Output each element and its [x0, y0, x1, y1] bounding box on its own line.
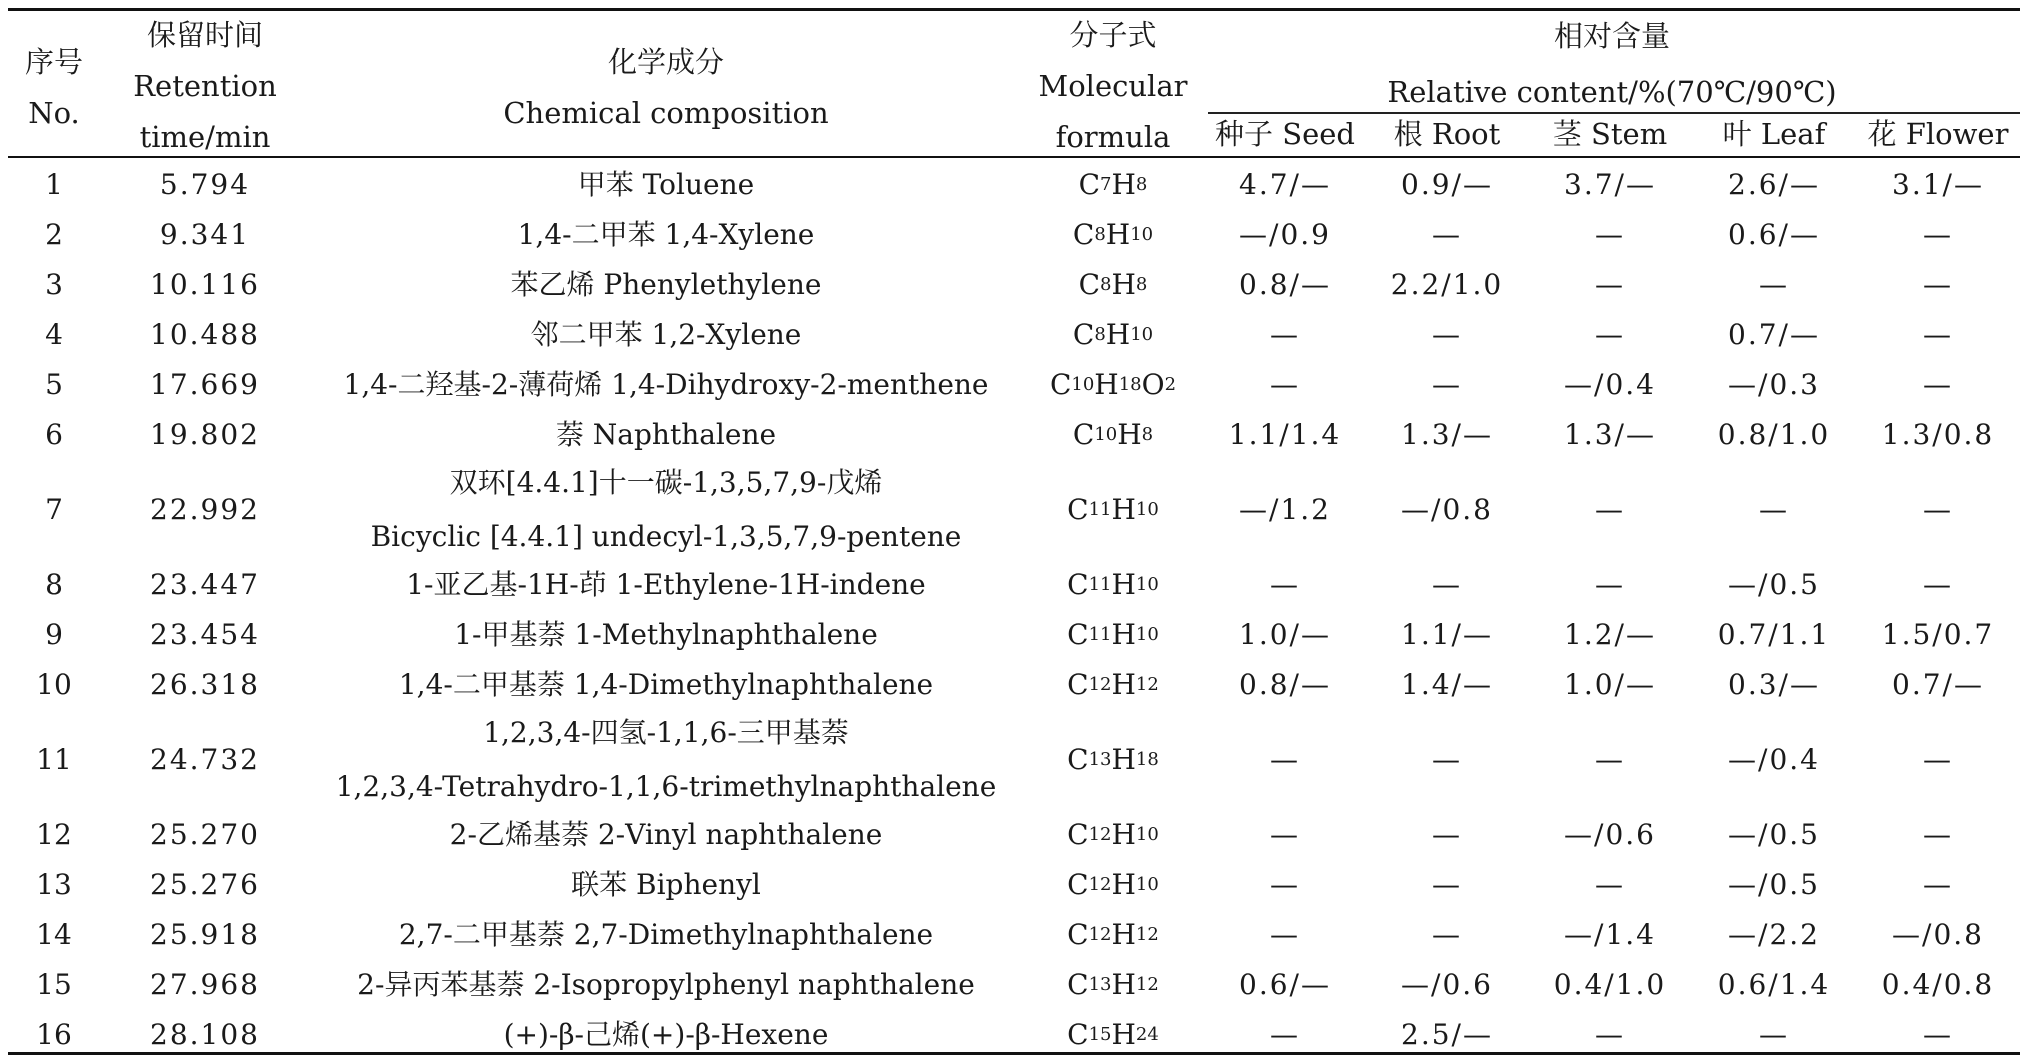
- row-retention: 23.447: [150, 568, 260, 601]
- row-composition: [310, 710, 1022, 810]
- header-no-en: No.: [28, 96, 80, 130]
- row-value-part-flower: —: [1923, 493, 1953, 526]
- composition-line: 2,7-二甲基萘 2,7-Dimethylnaphthalene: [398, 918, 934, 951]
- header-part-flower: 花 Flower: [1867, 116, 2009, 151]
- row-value-part-leaf: —: [1759, 268, 1789, 301]
- row-no: 5: [45, 368, 63, 401]
- header-no-zh: 序号: [24, 45, 83, 79]
- row-value-part-leaf: —: [1759, 493, 1789, 526]
- row-formula: C 11 H 10: [1067, 493, 1159, 526]
- row-value-part-leaf: 0.6/—: [1728, 218, 1820, 251]
- row-retention: 26.318: [150, 668, 260, 701]
- row-formula: C 13 H 12: [1067, 968, 1159, 1001]
- row-retention: 10.116: [150, 268, 260, 301]
- row-value-part-stem: —: [1595, 1018, 1625, 1051]
- composition-line: 1,4-二甲基萘 1,4-Dimethylnaphthalene: [398, 668, 934, 701]
- row-value-part-leaf: —/0.5: [1728, 568, 1820, 601]
- header-rt-en2: time/min: [139, 119, 271, 154]
- row-value-part-flower: —: [1923, 868, 1953, 901]
- row-no: 16: [36, 1018, 72, 1051]
- row-value-part-seed: —: [1270, 568, 1300, 601]
- row-value-part-seed: 0.8/—: [1239, 268, 1331, 301]
- row-no: 14: [36, 918, 72, 951]
- row-value-part-root: —: [1432, 868, 1462, 901]
- row-value-part-leaf: —/2.2: [1728, 918, 1820, 951]
- row-value-part-seed: 0.6/—: [1239, 968, 1331, 1001]
- row-formula: C 10 H 18 O 2: [1049, 368, 1177, 401]
- row-retention: 9.341: [159, 218, 251, 251]
- row-value-part-stem: 1.0/—: [1564, 668, 1656, 701]
- header-comp-zh: 化学成分: [607, 45, 724, 79]
- row-value-part-leaf: 0.7/—: [1728, 318, 1820, 351]
- row-value-part-root: —/0.8: [1401, 493, 1493, 526]
- row-formula: C 8 H 8: [1078, 268, 1148, 301]
- row-value-part-leaf: —/0.5: [1728, 868, 1820, 901]
- row-composition: [310, 560, 1022, 610]
- row-no: 8: [45, 568, 63, 601]
- row-value-part-flower: —: [1923, 218, 1953, 251]
- row-composition: [310, 810, 1022, 860]
- row-value-part-stem: 3.7/—: [1564, 168, 1656, 201]
- row-value-part-leaf: 0.7/1.1: [1717, 618, 1831, 651]
- row-value-part-stem: —/0.6: [1564, 818, 1656, 851]
- row-value-part-stem: —/0.4: [1564, 368, 1656, 401]
- row-formula: C 10 H 8: [1072, 418, 1154, 451]
- row-composition: [310, 660, 1022, 710]
- row-no: 10: [36, 668, 72, 701]
- row-value-part-flower: 3.1/—: [1892, 168, 1984, 201]
- row-value-part-stem: 0.4/1.0: [1553, 968, 1667, 1001]
- composition-line: 萘 Naphthalene: [555, 418, 777, 451]
- row-value-part-seed: —: [1270, 368, 1300, 401]
- row-no: 2: [45, 218, 63, 251]
- composition-line: 邻二甲苯 1,2-Xylene: [530, 318, 802, 351]
- row-no: 4: [45, 318, 63, 351]
- row-value-part-leaf: —/0.5: [1728, 818, 1820, 851]
- composition-line: (+)-β-己烯(+)-β-Hexene: [503, 1018, 829, 1051]
- row-value-part-flower: 0.7/—: [1892, 668, 1984, 701]
- row-value-part-seed: —: [1270, 918, 1300, 951]
- row-value-part-seed: —: [1270, 1018, 1300, 1051]
- row-retention: 17.669: [150, 368, 260, 401]
- row-value-part-stem: —: [1595, 218, 1625, 251]
- composition-line: 1,4-二羟基-2-薄荷烯 1,4-Dihydroxy-2-menthene: [343, 368, 989, 401]
- row-formula: C 11 H 10: [1067, 618, 1159, 651]
- header-part-leaf: 叶 Leaf: [1722, 116, 1826, 151]
- header-relative-en: Relative content/%(70℃/90℃): [1387, 74, 1837, 109]
- row-composition: [310, 910, 1022, 960]
- row-value-part-seed: —/1.2: [1239, 493, 1331, 526]
- row-composition: [310, 310, 1022, 360]
- header-retention: [100, 10, 310, 162]
- composition-line: 1,2,3,4-Tetrahydro-1,1,6-trimethylnaphthalene: [335, 770, 997, 803]
- row-value-part-stem: —: [1595, 868, 1625, 901]
- row-value-part-leaf: 2.6/—: [1728, 168, 1820, 201]
- row-retention: 23.454: [150, 618, 260, 651]
- row-value-part-stem: 1.2/—: [1564, 618, 1656, 651]
- row-value-part-flower: 1.3/0.8: [1881, 418, 1995, 451]
- row-formula: C 12 H 12: [1067, 918, 1159, 951]
- row-value-part-root: 2.5/—: [1401, 1018, 1493, 1051]
- row-no: 12: [36, 818, 72, 851]
- row-value-part-stem: —: [1595, 743, 1625, 776]
- row-value-part-leaf: —: [1759, 1018, 1789, 1051]
- row-retention: 25.276: [150, 868, 260, 901]
- row-value-part-stem: —: [1595, 268, 1625, 301]
- composition-line: 2-乙烯基萘 2-Vinyl naphthalene: [449, 818, 883, 851]
- row-value-part-leaf: 0.6/1.4: [1717, 968, 1831, 1001]
- row-value-part-stem: —: [1595, 318, 1625, 351]
- header-formula: [1022, 10, 1204, 162]
- header-part-seed: 种子 Seed: [1215, 116, 1355, 151]
- row-value-part-stem: —: [1595, 568, 1625, 601]
- row-value-part-root: 0.9/—: [1401, 168, 1493, 201]
- row-value-part-root: —: [1432, 568, 1462, 601]
- row-formula: C 8 H 10: [1072, 218, 1154, 251]
- row-retention: 25.270: [150, 818, 260, 851]
- row-value-part-root: 1.1/—: [1401, 618, 1493, 651]
- row-value-part-stem: —: [1595, 493, 1625, 526]
- row-formula: C 15 H 24: [1067, 1018, 1159, 1051]
- composition-line: 1-亚乙基-1H-茚 1-Ethylene-1H-indene: [406, 568, 926, 601]
- row-value-part-stem: —/1.4: [1564, 918, 1656, 951]
- header-rt-zh: 保留时间: [146, 17, 263, 52]
- row-value-part-root: —: [1432, 368, 1462, 401]
- header-formula-zh: 分子式: [1069, 17, 1157, 52]
- row-value-part-leaf: 0.3/—: [1728, 668, 1820, 701]
- row-value-part-root: 1.4/—: [1401, 668, 1493, 701]
- composition-line: 双环[4.4.1]十一碳-1,3,5,7,9-戊烯: [449, 466, 883, 499]
- row-value-part-leaf: 0.8/1.0: [1717, 418, 1831, 451]
- row-value-part-seed: —: [1270, 818, 1300, 851]
- header-part-root: 根 Root: [1393, 116, 1501, 151]
- row-value-part-flower: —: [1923, 568, 1953, 601]
- row-value-part-seed: —: [1270, 743, 1300, 776]
- row-value-part-root: 2.2/1.0: [1390, 268, 1504, 301]
- header-composition: [310, 38, 1022, 138]
- row-no: 3: [45, 268, 63, 301]
- bottom-rule: [8, 1052, 2020, 1055]
- row-composition: [310, 210, 1022, 260]
- row-value-part-leaf: —/0.4: [1728, 743, 1820, 776]
- row-retention: 27.968: [150, 968, 260, 1001]
- row-composition: [310, 610, 1022, 660]
- row-no: 15: [36, 968, 72, 1001]
- row-value-part-flower: —: [1923, 818, 1953, 851]
- row-value-part-seed: —: [1270, 318, 1300, 351]
- header-formula-en2: formula: [1055, 119, 1171, 154]
- row-value-part-stem: 1.3/—: [1564, 418, 1656, 451]
- row-value-part-seed: —: [1270, 868, 1300, 901]
- row-value-part-flower: —: [1923, 318, 1953, 351]
- row-retention: 28.108: [150, 1018, 260, 1051]
- row-value-part-seed: 1.0/—: [1239, 618, 1331, 651]
- row-value-part-root: 1.3/—: [1401, 418, 1493, 451]
- row-formula: C 11 H 10: [1067, 568, 1159, 601]
- header-no: [8, 28, 100, 148]
- composition-line: 2-异丙苯基萘 2-Isopropylphenyl naphthalene: [357, 968, 975, 1001]
- row-value-part-root: —: [1432, 918, 1462, 951]
- row-composition: [310, 960, 1022, 1010]
- header-relative-zh: 相对含量: [1553, 18, 1670, 53]
- row-value-part-seed: —/0.9: [1239, 218, 1331, 251]
- row-value-part-root: —: [1432, 218, 1462, 251]
- row-composition: [310, 860, 1022, 910]
- row-value-part-flower: —: [1923, 1018, 1953, 1051]
- composition-line: 1-甲基萘 1-Methylnaphthalene: [454, 618, 878, 651]
- header-bottom-rule: [8, 156, 2020, 158]
- header-part-stem: 茎 Stem: [1552, 116, 1668, 151]
- row-value-part-flower: —: [1923, 268, 1953, 301]
- row-no: 1: [45, 168, 63, 201]
- row-value-part-flower: —: [1923, 743, 1953, 776]
- row-value-part-flower: 0.4/0.8: [1881, 968, 1995, 1001]
- row-value-part-flower: —: [1923, 368, 1953, 401]
- row-value-part-flower: 1.5/0.7: [1881, 618, 1995, 651]
- row-retention: 24.732: [150, 743, 260, 776]
- row-retention: 19.802: [150, 418, 260, 451]
- row-composition: [310, 460, 1022, 560]
- row-value-part-flower: —/0.8: [1892, 918, 1984, 951]
- row-composition: [310, 260, 1022, 310]
- row-formula: C 13 H 18: [1067, 743, 1159, 776]
- row-value-part-root: —: [1432, 318, 1462, 351]
- row-formula: C 12 H 10: [1067, 868, 1159, 901]
- row-no: 7: [45, 493, 63, 526]
- composition-line: 1,2,3,4-四氢-1,1,6-三甲基萘: [483, 716, 849, 749]
- row-no: 13: [36, 868, 72, 901]
- row-formula: C 12 H 10: [1067, 818, 1159, 851]
- row-formula: C 7 H 8: [1078, 168, 1148, 201]
- composition-line: 甲苯 Toluene: [577, 168, 755, 201]
- row-formula: C 12 H 12: [1067, 668, 1159, 701]
- row-value-part-root: —/0.6: [1401, 968, 1493, 1001]
- row-retention: 25.918: [150, 918, 260, 951]
- row-value-part-leaf: —/0.3: [1728, 368, 1820, 401]
- row-value-part-root: —: [1432, 743, 1462, 776]
- header-formula-en1: Molecular: [1038, 68, 1188, 103]
- composition-line: 苯乙烯 Phenylethylene: [510, 268, 822, 301]
- row-composition: [310, 410, 1022, 460]
- row-retention: 5.794: [159, 168, 251, 201]
- composition-line: 1,4-二甲苯 1,4-Xylene: [517, 218, 815, 251]
- row-value-part-seed: 4.7/—: [1239, 168, 1331, 201]
- row-value-part-seed: 1.1/1.4: [1228, 418, 1342, 451]
- row-no: 9: [45, 618, 63, 651]
- header-comp-en: Chemical composition: [503, 96, 829, 130]
- row-retention: 22.992: [150, 493, 260, 526]
- row-value-part-root: —: [1432, 818, 1462, 851]
- composition-line: Bicyclic [4.4.1] undecyl-1,3,5,7,9-pentene: [370, 520, 962, 553]
- row-composition: [310, 160, 1022, 210]
- row-formula: C 8 H 10: [1072, 318, 1154, 351]
- row-no: 11: [36, 743, 72, 776]
- row-no: 6: [45, 418, 63, 451]
- header-rt-en1: Retention: [133, 68, 277, 103]
- row-retention: 10.488: [150, 318, 260, 351]
- row-composition: [310, 360, 1022, 410]
- row-value-part-seed: 0.8/—: [1239, 668, 1331, 701]
- composition-line: 联苯 Biphenyl: [571, 868, 761, 901]
